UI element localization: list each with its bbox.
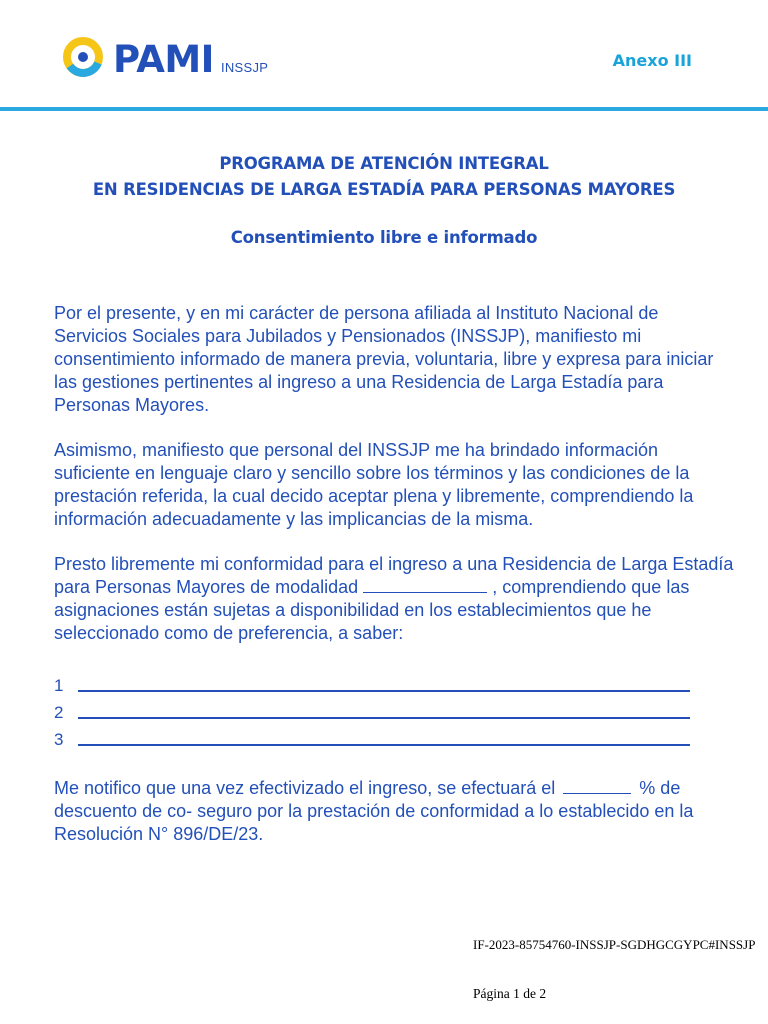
copay-percent-blank-field[interactable] <box>563 777 631 794</box>
preference-row <box>54 728 694 755</box>
consent-body <box>54 302 734 667</box>
preference-number: 2 <box>54 703 64 722</box>
logo-subtext: INSSJP <box>220 60 269 75</box>
preference-blank-line[interactable] <box>78 690 690 692</box>
modality-blank-field[interactable] <box>363 576 487 593</box>
paragraph-conformity-start: Presto libremente mi conformidad para el ingreso a una Residencia de Larga Estadía para Personas Mayores de modalidad <box>54 554 734 597</box>
page-header <box>0 0 768 112</box>
paragraph-affiliation: Por el presente, y en mi carácter de persona afiliada al Instituto Nacional de Servicios Sociales para Jubilados y Pensionados (INSSJP), manifiesto mi consentimiento informado de manera previa, voluntaria, libre y expresa para iniciar las gestiones pertinentes al ingreso a una Residencia de Larga Estadía para Personas Mayores. <box>54 303 714 415</box>
preference-row <box>54 674 694 701</box>
preference-number: 1 <box>54 676 64 695</box>
title-line-1: PROGRAMA DE ATENCIÓN INTEGRAL <box>219 154 549 173</box>
copay-notice-start: Me notifico que una vez efectivizado el ingreso, se efectuará el <box>54 778 556 798</box>
preference-list <box>54 674 694 755</box>
page-number: Página 1 de 2 <box>473 986 547 1001</box>
title-line-2: EN RESIDENCIAS DE LARGA ESTADÍA PARA PERSONAS MAYORES <box>92 180 676 199</box>
pami-logo <box>62 36 269 81</box>
preference-row <box>54 701 694 728</box>
header-divider <box>0 107 768 111</box>
paragraph-information: Asimismo, manifiesto que personal del INSSJP me ha brindado información suficiente en lenguaje claro y sencillo sobre los términos y las condiciones de la prestación referida, la cual decido aceptar plena y libremente, comprendiendo la información adecuadamente y las implicancias de la misma. <box>54 440 694 529</box>
pami-logo-icon <box>62 36 104 78</box>
document-id: IF-2023-85754760-INSSJP-SGDHGCGYPC#INSSJP <box>473 937 756 952</box>
copay-notice <box>54 777 734 846</box>
document-subtitle: Consentimiento libre e informado <box>230 228 538 247</box>
annex-label: Anexo III <box>612 51 692 70</box>
copay-notice-end: % de descuento de co- seguro por la prestación de conformidad a lo establecido en la Resolución N° 896/DE/23. <box>54 778 694 844</box>
preference-blank-line[interactable] <box>78 717 690 719</box>
paragraph-conformity-end: , comprendiendo que las asignaciones están sujetas a disponibilidad en los establecimientos que he seleccionado como de preferencia, a saber: <box>54 577 690 643</box>
logo-wordmark: PAMI <box>113 38 214 81</box>
document-titles <box>0 151 768 247</box>
preference-number: 3 <box>54 730 64 749</box>
paragraph-conformity <box>54 553 734 645</box>
preference-blank-line[interactable] <box>78 744 690 746</box>
